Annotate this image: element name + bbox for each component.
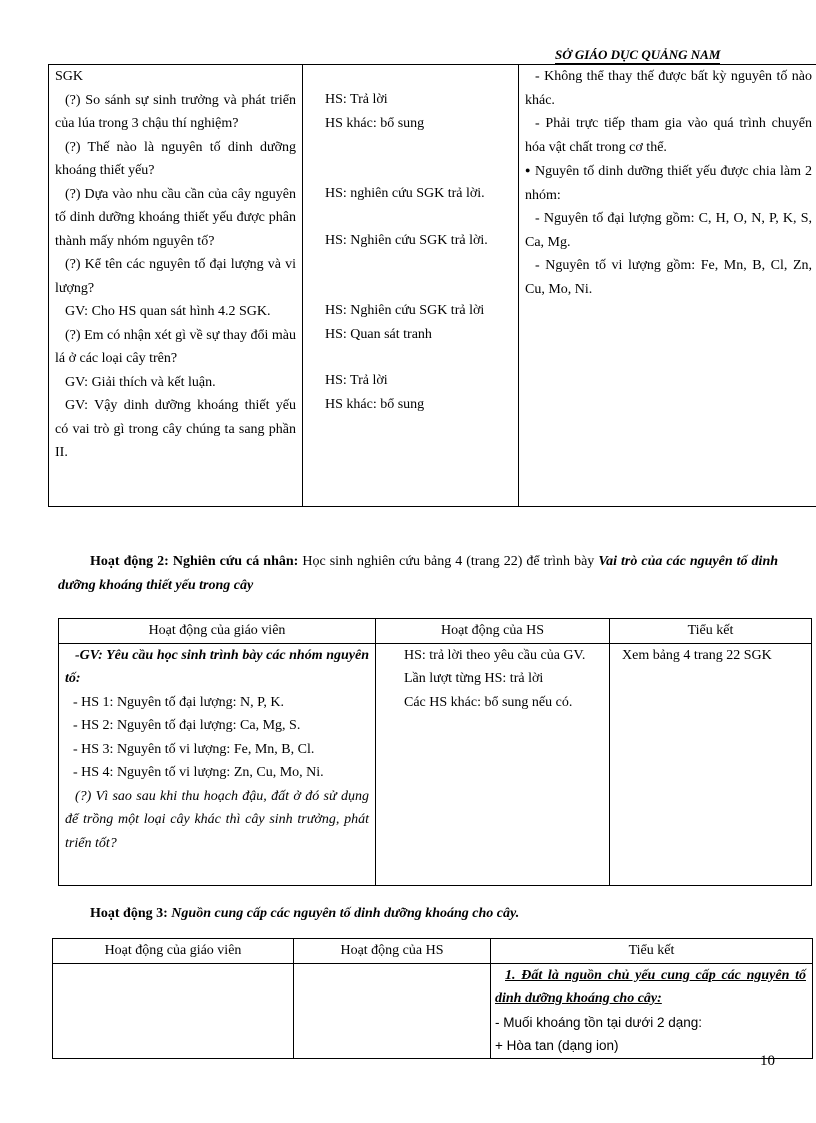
summary-line: - Phải trực tiếp tham gia vào quá trình chuyển hóa vật chất trong cơ thể. bbox=[525, 116, 812, 155]
student-activity-cell bbox=[303, 65, 519, 507]
summary-cell bbox=[491, 963, 813, 1058]
student-line: HS: Nghiên cứu SGK trả lời. bbox=[325, 232, 488, 248]
teacher-item: - HS 2: Nguyên tố đại lượng: Ca, Mg, S. bbox=[73, 718, 301, 733]
column-header: Hoạt động của giáo viên bbox=[59, 619, 376, 644]
teacher-line: SGK bbox=[55, 69, 84, 84]
student-line: HS: Trả lời bbox=[325, 92, 388, 107]
summary-line: - Muối khoáng tồn tại dưới 2 dạng: bbox=[495, 1014, 703, 1030]
student-line: HS: trả lời theo yêu cầu của GV. bbox=[404, 647, 586, 663]
column-header: Tiểu kết bbox=[491, 939, 813, 964]
page-number: 10 bbox=[760, 1053, 775, 1069]
activity-text: Học sinh nghiên cứu bảng 4 (trang 22) để trình bày bbox=[302, 554, 595, 569]
teacher-activity-cell bbox=[59, 643, 376, 885]
lesson-table-2 bbox=[58, 618, 812, 886]
teacher-line: (?) So sánh sự sinh trưởng và phát triển của lúa trong 3 chậu thí nghiệm? bbox=[55, 92, 296, 131]
summary-line: + Hòa tan (dạng ion) bbox=[495, 1038, 619, 1053]
activity-3-heading bbox=[90, 902, 519, 926]
student-line: HS: nghiên cứu SGK trả lời. bbox=[325, 186, 485, 201]
student-line: HS: Nghiên cứu SGK trả lời bbox=[325, 303, 485, 318]
lesson-table-3 bbox=[52, 938, 813, 1059]
summary-cell bbox=[519, 65, 816, 507]
teacher-item: - HS 1: Nguyên tố đại lượng: N, P, K. bbox=[73, 694, 284, 710]
student-line: HS khác: bổ sung bbox=[325, 396, 425, 412]
activity-emphasis: Nguồn cung cấp các nguyên tố dinh dưỡng khoáng cho cây. bbox=[171, 906, 520, 921]
summary-line: ● Nguyên tố dinh dưỡng thiết yếu được chia làm 2 nhóm: bbox=[525, 159, 812, 207]
column-header: Tiểu kết bbox=[610, 619, 812, 644]
activity-emphasis: Vai trò của các nguyên tố dinh dưỡng khoáng thiết yếu trong cây bbox=[58, 554, 779, 593]
summary-line: Xem bảng 4 trang 22 SGK bbox=[622, 647, 772, 663]
teacher-line: (?) Kể tên các nguyên tố đại lượng và vi lượng? bbox=[55, 257, 296, 296]
student-line: HS khác: bổ sung bbox=[325, 115, 425, 131]
teacher-intro: -GV: Yêu cầu học sinh trình bày các nhóm nguyên tố: bbox=[65, 647, 369, 686]
teacher-line: (?) Thế nào là nguyên tố dinh dưỡng khoáng thiết yếu? bbox=[55, 139, 296, 178]
summary-line: - Nguyên tố vi lượng gồm: Fe, Mn, B, Cl, Zn, Cu, Mo, Ni. bbox=[525, 258, 812, 297]
teacher-line: (?) Dựa vào nhu cầu cần của cây nguyên tố dinh dưỡng khoáng thiết yếu được phân thành mấy nhóm nguyên tố? bbox=[55, 186, 296, 249]
page-header: SỞ GIÁO DỤC QUẢNG NAM bbox=[555, 47, 721, 62]
column-header: Hoạt động của HS bbox=[294, 939, 491, 964]
teacher-activity-cell bbox=[53, 963, 294, 1058]
student-line: Các HS khác: bổ sung nếu có. bbox=[404, 694, 573, 710]
student-line: HS: Quan sát tranh bbox=[325, 326, 432, 342]
teacher-activity-cell bbox=[49, 65, 303, 507]
summary-cell bbox=[610, 643, 812, 885]
student-activity-cell bbox=[294, 963, 491, 1058]
activity-label: Hoạt động 2: Nghiên cứu cá nhân: bbox=[90, 554, 299, 569]
teacher-item: - HS 4: Nguyên tố vi lượng: Zn, Cu, Mo, Ni. bbox=[73, 765, 324, 780]
student-line: HS: Trả lời bbox=[325, 373, 388, 388]
summary-line: - Nguyên tố đại lượng gồm: C, H, O, N, P, K, S, Ca, Mg. bbox=[525, 211, 812, 250]
activity-label: Hoạt động 3: bbox=[90, 906, 168, 921]
teacher-item: - HS 3: Nguyên tố vi lượng: Fe, Mn, B, Cl. bbox=[73, 741, 315, 757]
activity-2-heading bbox=[58, 550, 778, 598]
teacher-line: (?) Em có nhận xét gì về sự thay đổi màu lá ở các loại cây trên? bbox=[55, 327, 296, 366]
teacher-line: GV: Giải thích và kết luận. bbox=[65, 374, 216, 390]
column-header: Hoạt động của HS bbox=[376, 619, 610, 644]
summary-title: 1. Đất là nguồn chủ yếu cung cấp các nguyên tố dinh dưỡng khoáng cho cây: bbox=[495, 967, 806, 1006]
teacher-question: (?) Vì sao sau khi thu hoạch đậu, đất ở đó sử dụng để trồng một loại cây khác thì cây sinh trưởng, phát triển tốt? bbox=[65, 788, 369, 851]
teacher-line: GV: Cho HS quan sát hình 4.2 SGK. bbox=[65, 304, 271, 319]
student-line: Lần lượt từng HS: trả lời bbox=[404, 671, 544, 686]
teacher-line: GV: Vậy dinh dưỡng khoáng thiết yếu có vai trò gì trong cây chúng ta sang phần II. bbox=[55, 398, 296, 460]
lesson-table-1 bbox=[48, 64, 816, 507]
student-activity-cell bbox=[376, 643, 610, 885]
column-header: Hoạt động của giáo viên bbox=[53, 939, 294, 964]
summary-line: - Không thể thay thế được bất kỳ nguyên tố nào khác. bbox=[525, 69, 812, 108]
